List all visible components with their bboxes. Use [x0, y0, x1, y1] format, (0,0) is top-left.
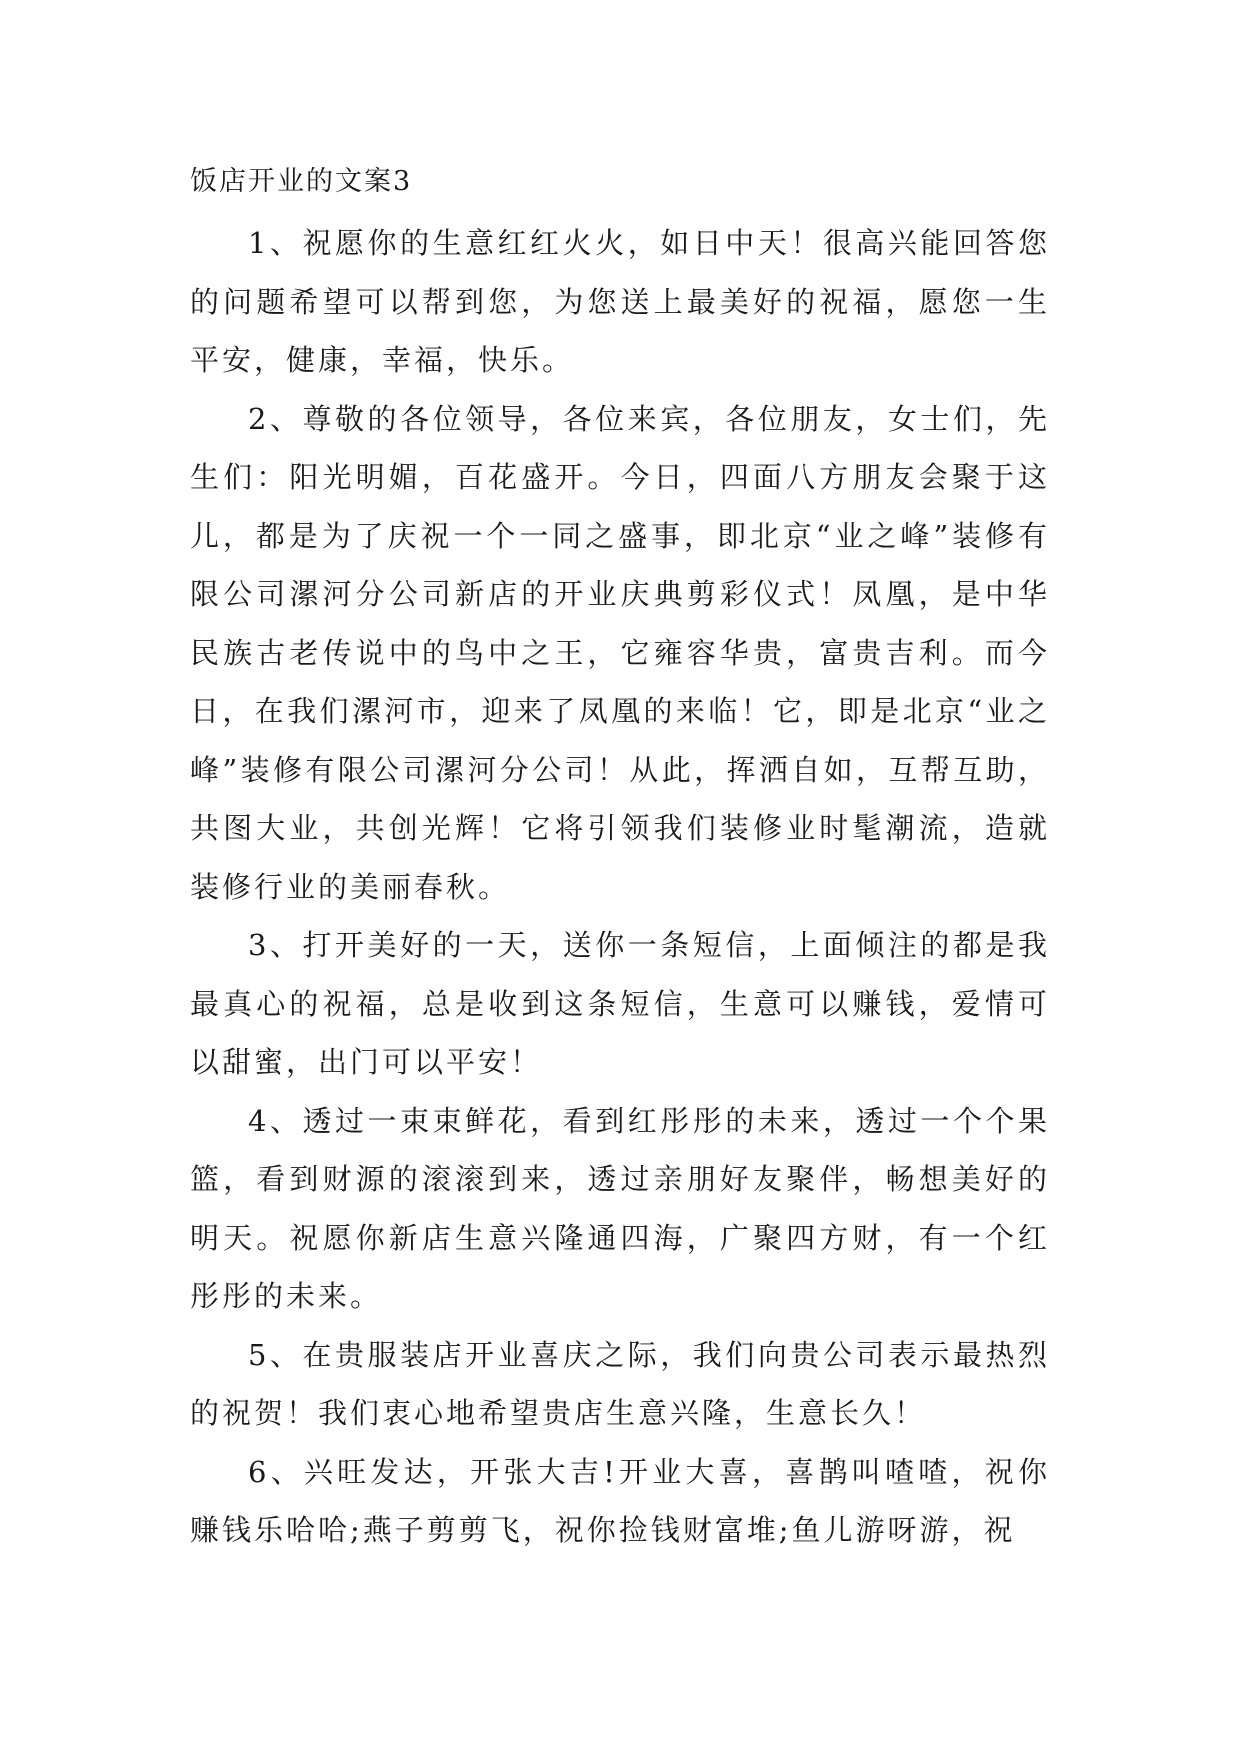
paragraph-5: 5、在贵服装店开业喜庆之际，我们向贵公司表示最热烈的祝贺！我们衷心地希望贵店生意兴隆，生意长久！: [190, 1337, 1050, 1430]
paragraph-3: 3、打开美好的一天，送你一条短信，上面倾注的都是我最真心的祝福，总是收到这条短信，生意可以赚钱，爱情可以甜蜜，出门可以平安！: [190, 928, 1050, 1079]
paragraph-4: 4、透过一束束鲜花，看到红彤彤的未来，透过一个个果篮，看到财源的滚滚到来，透过亲朋好友聚伴，畅想美好的明天。祝愿你新店生意兴隆通四海，广聚四方财，有一个红彤彤的未来。: [190, 1103, 1050, 1313]
paragraph-6: 6、兴旺发达，开张大吉!开业大喜，喜鹊叫喳喳，祝你赚钱乐哈哈;燕子剪剪飞，祝你捡钱财富堆;鱼儿游呀游，祝: [190, 1454, 1050, 1547]
paragraph-2: 2、尊敬的各位领导，各位来宾，各位朋友，女士们，先生们：阳光明媚，百花盛开。今日，四面八方朋友会聚于这儿，都是为了庆祝一个一同之盛事，即北京“业之峰”装修有限公司漯河分公司新店的开业庆典剪彩仪式！凤凰，是中华民族古老传说中的鸟中之王，它雍容华贵，富贵吉利。而今日，在我们漯河市，迎来了凤凰的来临！它，即是北京“业之峰”装修有限公司漯河分公司！从此，挥洒自如，互帮互助，共图大业，共创光辉！它将引领我们装修业时髦潮流，造就装修行业的美丽春秋。: [190, 401, 1050, 904]
paragraph-1: 1、祝愿你的生意红红火火，如日中天！很高兴能回答您的问题希望可以帮到您，为您送上最美好的祝福，愿您一生平安，健康，幸福，快乐。: [190, 226, 1050, 377]
document-body: [190, 162, 1050, 1560]
document-title: 饭店开业的文案3: [190, 166, 413, 197]
